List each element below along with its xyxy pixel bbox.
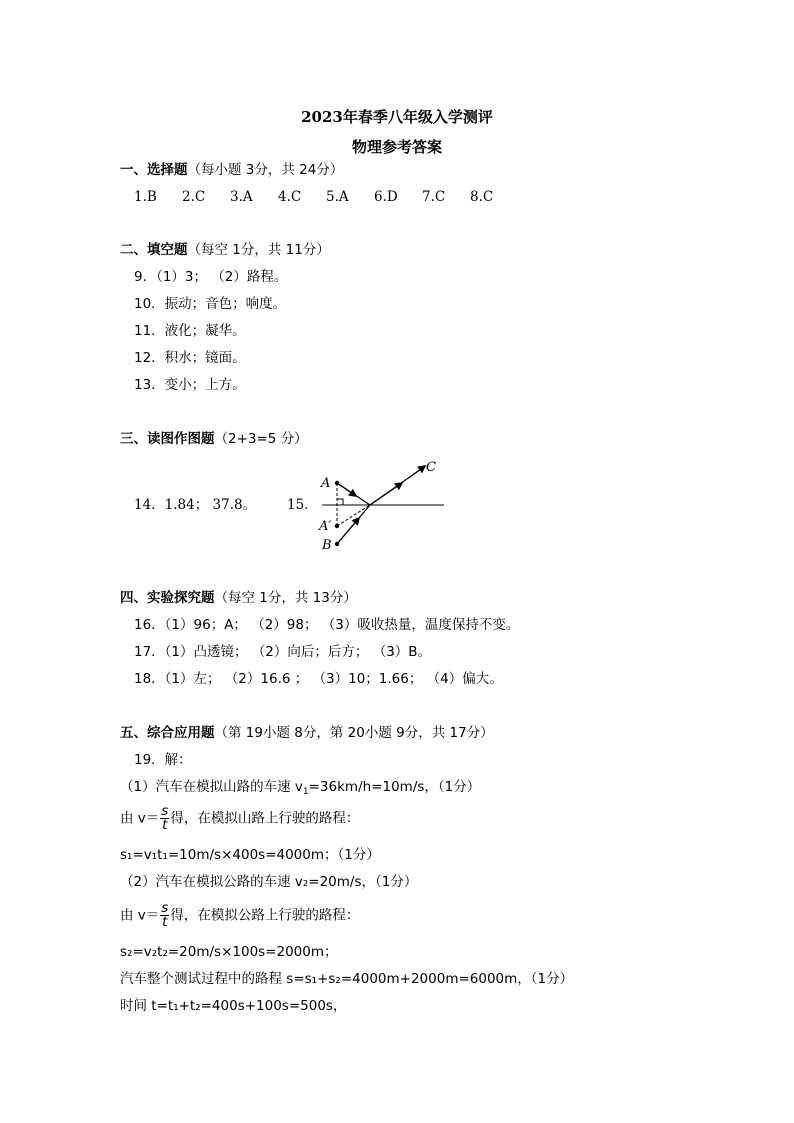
image-dashed-ray bbox=[337, 505, 370, 526]
formula-line bbox=[120, 805, 359, 832]
solution-line: （2）汽车在模拟公路的车速 v₂=20m/s，（1分） bbox=[120, 874, 418, 890]
answer-item: 8.C bbox=[470, 189, 494, 205]
answer-line: 14．1.84； 37.8。 bbox=[134, 497, 257, 513]
label-c: C bbox=[426, 460, 436, 475]
solution-text: （1）汽车在模拟山路的车速 v bbox=[120, 779, 303, 795]
answer-item: 4.C bbox=[278, 189, 302, 205]
section-2-header bbox=[120, 241, 330, 259]
section-heading: 二、填空题 bbox=[120, 242, 188, 258]
answer-line: 9．（1）3； （2）路程。 bbox=[134, 269, 288, 285]
solution-line: 汽车整个测试过程中的路程 s=s₁+s₂=4000m+2000m=6000m，（1分） bbox=[120, 971, 574, 987]
choice-answers bbox=[134, 188, 518, 206]
answer-item: 2.C bbox=[182, 189, 206, 205]
answer-item: 6.D bbox=[374, 189, 398, 205]
label-a: A bbox=[321, 476, 331, 491]
answer-line: 15． bbox=[287, 497, 318, 513]
point-a-prime bbox=[335, 524, 339, 528]
answer-line: 11．液化；凝华。 bbox=[134, 323, 246, 339]
formula-suffix: 得，在模拟公路上行驶的路程： bbox=[170, 907, 360, 924]
answer-line: 16．（1）96；A； （2）98； （3）吸收热量，温度保持不变。 bbox=[134, 617, 520, 633]
answer-item: 1.B bbox=[134, 189, 157, 205]
point-b bbox=[335, 542, 339, 546]
section-5-header bbox=[120, 724, 494, 742]
fraction-denominator: t bbox=[162, 817, 168, 833]
section-heading: 四、实验探究题 bbox=[120, 590, 215, 606]
section-4-header bbox=[120, 589, 357, 607]
section-heading: 五、综合应用题 bbox=[120, 725, 215, 741]
solution-line: s₁=v₁t₁=10m/s×400s=4000m；（1分） bbox=[120, 847, 380, 863]
solution-line: s₂=v₂t₂=20m/s×100s=2000m； bbox=[120, 944, 338, 960]
fraction-numerator: s bbox=[161, 803, 169, 819]
formula-prefix: 由 v＝ bbox=[120, 810, 160, 827]
speed-fraction bbox=[160, 805, 169, 832]
section-heading: 三、读图作图题 bbox=[120, 431, 215, 447]
answer-line: 18．（1）左； （2）16.6 ； （3）10；1.66； （4）偏大。 bbox=[134, 671, 503, 687]
answer-item: 5.A bbox=[326, 189, 349, 205]
answer-line: 12．积水；镜面。 bbox=[134, 350, 246, 366]
speed-fraction bbox=[160, 902, 169, 929]
section-3-header bbox=[120, 430, 308, 448]
incident-ray-a-arrow bbox=[337, 483, 356, 496]
solution-line: 时间 t=t₁+t₂=400s+100s=500s， bbox=[120, 998, 347, 1014]
page-subtitle: 物理参考答案 bbox=[351, 138, 442, 156]
section-note: （每空 1分，共 11分） bbox=[187, 242, 330, 258]
formula-prefix: 由 v＝ bbox=[120, 907, 160, 924]
answer-item: 7.C bbox=[422, 189, 446, 205]
section-1-header bbox=[120, 161, 343, 179]
fraction-numerator: s bbox=[161, 900, 169, 916]
answer-line: 17．（1）凸透镜； （2）向后；后方； （3）B。 bbox=[134, 644, 432, 660]
label-b: B bbox=[322, 538, 332, 552]
formula-line bbox=[120, 902, 359, 929]
section-note: （2+3=5 分） bbox=[214, 431, 308, 447]
point-a bbox=[335, 481, 339, 485]
section-heading: 一、选择题 bbox=[120, 162, 188, 178]
page-title: 2023年春季八年级入学测评 bbox=[301, 108, 493, 126]
answer-line: 13．变小；上方。 bbox=[134, 377, 246, 393]
formula-suffix: 得，在模拟山路上行驶的路程： bbox=[170, 810, 360, 827]
fraction-denominator: t bbox=[162, 914, 168, 930]
ray-b-arrow bbox=[337, 518, 359, 544]
label-a-prime: A′ bbox=[319, 519, 332, 534]
section-note: （第 19小题 8分，第 20小题 9分，共 17分） bbox=[214, 725, 494, 741]
right-angle-mark bbox=[337, 499, 343, 505]
solution-text: =36km/h=10m/s，（1分） bbox=[308, 779, 481, 795]
section-note: （每空 1分，共 13分） bbox=[214, 590, 357, 606]
reflected-ray-tip-arrow bbox=[410, 466, 425, 477]
question-19-label: 19．解： bbox=[134, 752, 192, 768]
answer-line: 10．振动；音色；响度。 bbox=[134, 296, 287, 312]
reflected-ray-arrow bbox=[370, 483, 402, 505]
solution-line: （1）汽车在模拟山路的车速 $v_1=36km/h=10m/s$，（1分） bbox=[120, 779, 481, 797]
section-note: （每小题 3分，共 24分） bbox=[187, 162, 344, 178]
optics-diagram bbox=[312, 452, 452, 552]
answer-item: 3.A bbox=[230, 189, 253, 205]
